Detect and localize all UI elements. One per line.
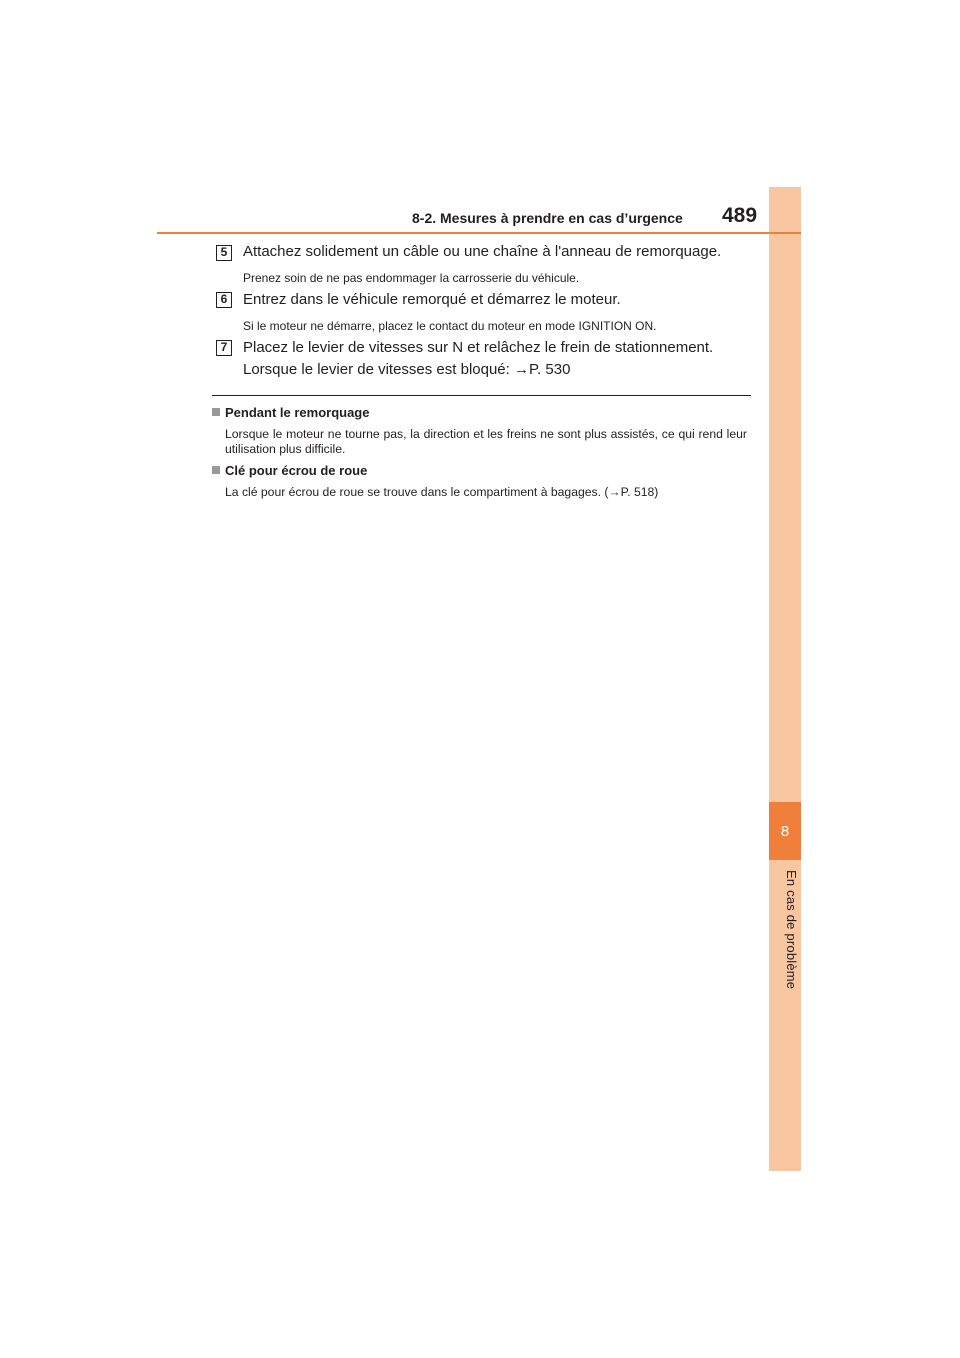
chapter-side-band	[769, 187, 801, 1171]
note-heading-wheel-lock-key: Clé pour écrou de roue	[212, 463, 367, 478]
note-body-wheel-lock-key: La clé pour écrou de roue se trouve dans le compartiment à bagages. (→P. 518)	[225, 485, 659, 499]
step-number-7: 7	[216, 340, 232, 356]
section-title: 8-2. Mesures à prendre en cas d’urgence	[412, 210, 683, 226]
step-6-text: Entrez dans le véhicule remorqué et démarrez le moteur.	[243, 291, 621, 308]
step-number-6: 6	[216, 292, 232, 308]
step-7-reference[interactable]: Lorsque le levier de vitesses est bloqué: →P. 530	[243, 361, 571, 378]
chapter-number-tab	[769, 802, 801, 860]
step-5-note: Prenez soin de ne pas endommager la carrosserie du véhicule.	[243, 271, 580, 285]
header-rule	[157, 232, 801, 234]
chapter-label: En cas de problème	[784, 870, 799, 990]
chapter-number: 8	[780, 822, 790, 840]
square-bullet-icon	[212, 466, 220, 474]
note-heading-towing: Pendant le remorquage	[212, 405, 369, 420]
step-number-5: 5	[216, 245, 232, 261]
step-5-text: Attachez solidement un câble ou une chaîne à l'anneau de remorquage.	[243, 243, 722, 260]
step-6-note: Si le moteur ne démarre, placez le contact du moteur en mode IGNITION ON.	[243, 319, 657, 333]
note-body-towing: Lorsque le moteur ne tourne pas, la direction et les freins ne sont plus assistés, ce qui rend leur utilisation plus difficile.	[225, 427, 747, 456]
square-bullet-icon	[212, 408, 220, 416]
content-divider	[212, 395, 751, 396]
step-7-text: Placez le levier de vitesses sur N et relâchez le frein de stationnement.	[243, 339, 714, 356]
page-number: 489	[722, 204, 758, 227]
